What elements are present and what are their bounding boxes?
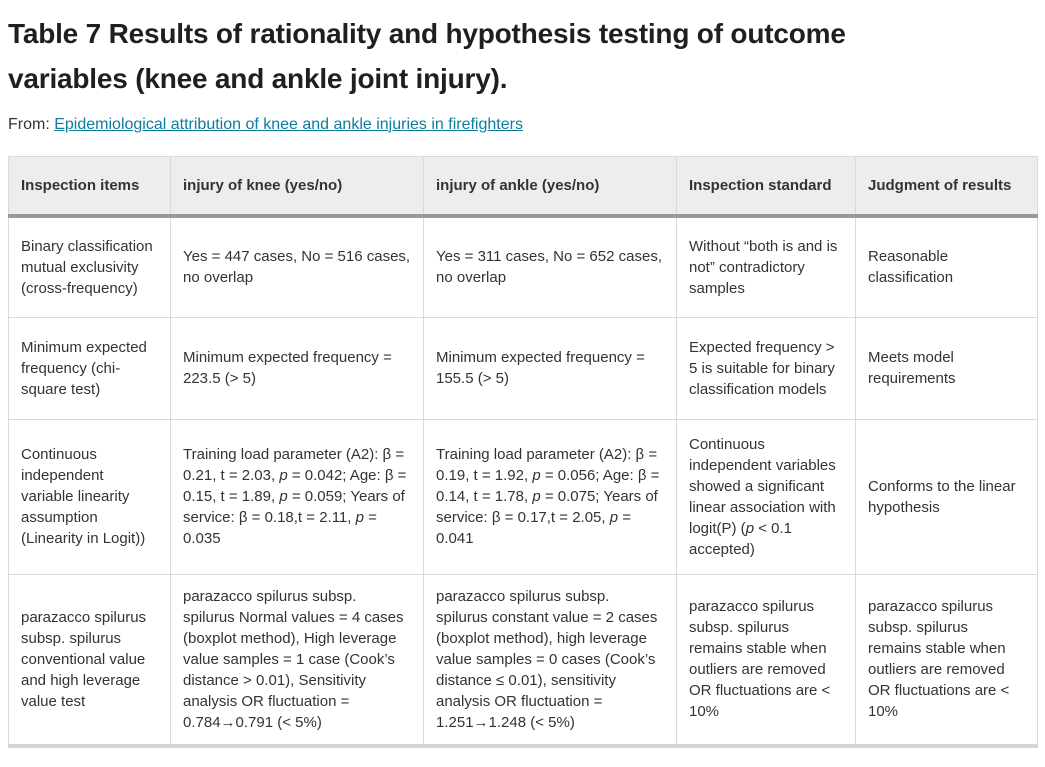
column-header-injury-knee: injury of knee (yes/no) — [171, 156, 424, 216]
source-article-link[interactable]: Epidemiological attribution of knee and ankle injuries in firefighters — [54, 115, 523, 133]
table-header — [9, 156, 1038, 216]
table-cell: Training load parameter (A2): β = 0.19, t = 1.92, p = 0.056; Age: β = 0.14, t = 1.78, p = 0.075; Years of service: β = 0.17,t = 2.05, p = 0.041 — [424, 419, 677, 574]
table-cell: parazacco spilurus subsp. spilurus remains stable when outliers are removed OR fluctuations are < 10% — [677, 574, 856, 746]
table-cell: parazacco spilurus subsp. spilurus Normal values = 4 cases (boxplot method), High leverage value samples = 1 case (Cook’s distance > 0.01), Sensitivity analysis OR fluctuation = 0.784→0.791 (< 5%) — [171, 574, 424, 746]
table-cell: Minimum expected frequency (chi-square test) — [9, 317, 171, 419]
table-cell: parazacco spilurus subsp. spilurus conventional value and high leverage value test — [9, 574, 171, 746]
table-row — [9, 574, 1038, 746]
column-header-inspection-standard: Inspection standard — [677, 156, 856, 216]
table-cell: Minimum expected frequency = 223.5 (> 5) — [171, 317, 424, 419]
table-cell: Continuous independent variable linearity assumption (Linearity in Logit)) — [9, 419, 171, 574]
table-cell: Without “both is and is not” contradictory samples — [677, 216, 856, 317]
table-cell: Minimum expected frequency = 155.5 (> 5) — [424, 317, 677, 419]
table-cell: Binary classification mutual exclusivity (cross-frequency) — [9, 216, 171, 317]
column-header-injury-ankle: injury of ankle (yes/no) — [424, 156, 677, 216]
table-cell: Reasonable classification — [856, 216, 1038, 317]
table-row — [9, 317, 1038, 419]
table-cell: Continuous independent variables showed a significant linear association with logit(P) (p < 0.1 accepted) — [677, 419, 856, 574]
table-cell: Yes = 311 cases, No = 652 cases, no overlap — [424, 216, 677, 317]
header-row — [9, 156, 1038, 216]
source-line — [8, 116, 1037, 134]
table-cell: Expected frequency > 5 is suitable for binary classification models — [677, 317, 856, 419]
results-table — [8, 156, 1038, 749]
from-label: From: — [8, 115, 50, 133]
column-header-inspection-items: Inspection items — [9, 156, 171, 216]
table-row — [9, 216, 1038, 317]
table-cell: parazacco spilurus subsp. spilurus remains stable when outliers are removed OR fluctuations are < 10% — [856, 574, 1038, 746]
table-row — [9, 419, 1038, 574]
table-cell: Yes = 447 cases, No = 516 cases, no overlap — [171, 216, 424, 317]
table-cell: Training load parameter (A2): β = 0.21, t = 2.03, p = 0.042; Age: β = 0.15, t = 1.89, p = 0.059; Years of service: β = 0.18,t = 2.11, p = 0.035 — [171, 419, 424, 574]
page-title: Table 7 Results of rationality and hypothesis testing of outcome variables (knee and ankle joint injury). — [8, 18, 846, 94]
table-cell: Conforms to the linear hypothesis — [856, 419, 1038, 574]
table-cell: parazacco spilurus subsp. spilurus constant value = 2 cases (boxplot method), high leverage value samples = 0 cases (Cook’s distance ≤ 0.01), sensitivity analysis OR fluctuation = 1.251→1.248 (< 5%) — [424, 574, 677, 746]
column-header-judgment: Judgment of results — [856, 156, 1038, 216]
table-cell: Meets model requirements — [856, 317, 1038, 419]
